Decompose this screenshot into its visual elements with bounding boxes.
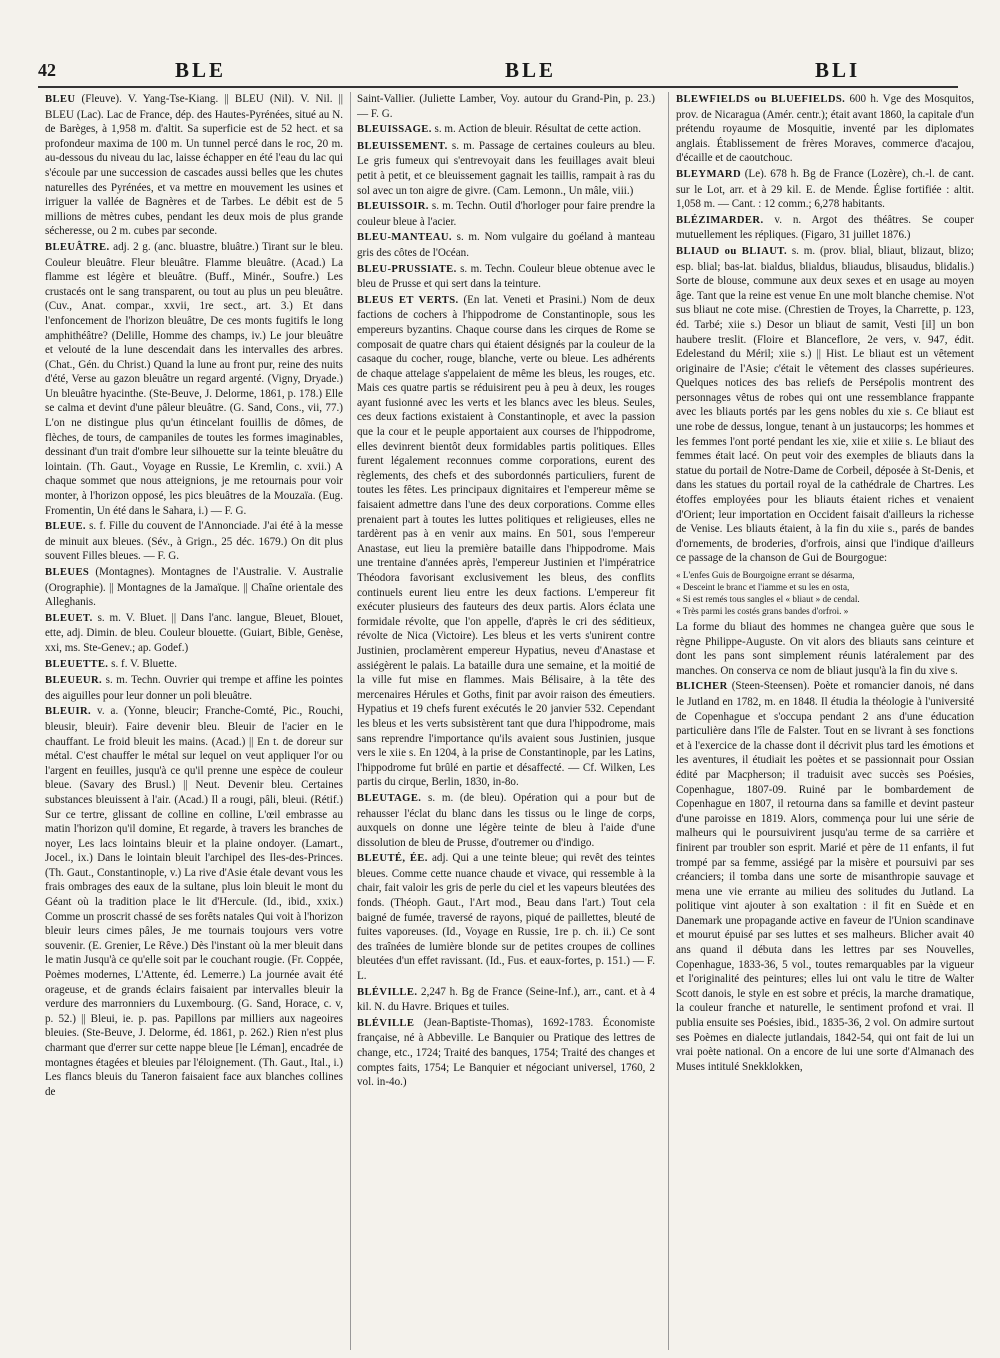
entry-headword: BLEUTÉ, ÉE. bbox=[357, 853, 428, 865]
entry-headword: BLEUET. bbox=[45, 612, 93, 624]
entry-headword: BLEUISSOIR. bbox=[357, 201, 429, 213]
dictionary-entry bbox=[45, 240, 343, 518]
entry-text: (Montagnes). Montagnes de l'Australie. V. Australie (Orographie). || Montagnes de la Jamaïque. || Chaîne orientale des Alleghanis. bbox=[45, 566, 343, 609]
running-head-center: BLE bbox=[505, 58, 557, 82]
quote-line: « Desceint le branc et l'iamme et su les en osta, bbox=[676, 582, 850, 592]
entry-headword: BLÉZIMARDER. bbox=[676, 214, 764, 226]
chanson-quote bbox=[676, 569, 974, 617]
entry-text: v. a. (Yonne, bleucir; Franche-Comté, Pic., Rouchi, bleusir, bleuir). Faire devenir bleu. Bleuir de l'acier en le chauffant. Le froid bleuit les mains. (Acad.) || En t. de doreur sur métal. C'est chauffer le métal sur lequel on veut appliquer l'or ou l'argent en feuilles, jusqu'à ce qu'il prenne une espèce de couleur bleue. (Savary des Brusl.) || Neut. Devenir bleu. Certaines substances bleuissent à l'air. (Acad.) Il a rougi, pâli, bleui. (Rétif.) Sur ce tertre, glissant de colline en colline, L'œil embrasse au matin l'horizon qu'il domine, Et regarde, à travers les branches de noyer, Les lacs lointains bleuir et la plaine ondoyer. (Lamart., Jocel., ix.) Dans le lointain bleuit l'archipel des Iles-des-Princes. (Th. Gaut., Constantinople, v.) La rive d'Asie étale devant vous les frais ombrages des eaux de la sultane, plus loin bleuit le mont du Géant où la tradition place le lit d'Hercule. (Id., ibid., xxix.) Comme un proscrit chassé de ses forêts natales Qui voit à l'horizon bleuir leurs cimes pâles, Je me tournais toujours vers votre souvenir. (E. Grenier, Le Rêve.) Dès l'instant où la mer bleuit dans le matin Jusqu'à ce qu'elle soit par le couchant rougie. (Fr. Coppée, Poèmes modernes, L'Attente, éd. Lemerre.) La journée avait été orageuse, et de grands éclairs faisaient par intervalles bleuir la verdure des marronniers du Luxembourg. (G. Sand, Horace, c. v, p. 52.) || Bleui, ie. p. pas. Papillons par milliers aux nageoires bleuies. (Ste-Beuve, J. Delorme, éd. 1861, p. 262.) Rien n'est plus charmant que d'errer sur cette nappe bleue [le Léman], encadrée de montagnes étagées et bleuies par l'éloignement. (Th. Gaut., Ital., i.) Les flancs bleuis du Taneron faisaient face aux blanches collines de bbox=[45, 705, 343, 1098]
entry-text: s. m. Action de bleuir. Résultat de cette action. bbox=[434, 123, 641, 136]
entry-text: s. m. Techn. Couleur bleue obtenue avec le bleu de Prusse et qui sert dans la teinture. bbox=[357, 262, 655, 291]
entry-text: (Le). 678 h. Bg de France (Lozère), ch.-l. de cant. sur le Lot, arr. et à 29 kil. E. de Mende. Église fortifiée : altit. 1,058 m. — Cant. : 12 comm.; 6,278 habitants. bbox=[676, 167, 974, 211]
dictionary-entry bbox=[357, 139, 655, 198]
dictionary-entry bbox=[357, 791, 655, 850]
column-2 bbox=[357, 92, 655, 1348]
entry-headword: BLÉVILLE. bbox=[357, 986, 418, 998]
entry-headword: BLEUÂTRE. bbox=[45, 241, 110, 253]
dictionary-entry bbox=[357, 851, 655, 983]
entry-headword: BLEYMARD bbox=[676, 168, 741, 180]
dictionary-entry bbox=[357, 92, 655, 121]
quote-line: « L'enfes Guis de Bourgoigne errant se désarma, bbox=[676, 570, 855, 580]
header-rule bbox=[38, 86, 958, 88]
dictionary-entry bbox=[45, 611, 343, 656]
column-3 bbox=[676, 92, 974, 1348]
dictionary-entry bbox=[676, 244, 974, 566]
entry-text: 2,247 h. Bg de France (Seine-Inf.), arr., cant. et à 4 kil. N. du Havre. Briques et tuiles. bbox=[357, 985, 655, 1014]
dictionary-entry bbox=[357, 262, 655, 292]
entry-headword: BLEUTAGE. bbox=[357, 792, 422, 804]
entry-text: s. m. Techn. Outil d'horloger pour faire prendre la couleur bleue à l'acier. bbox=[357, 200, 655, 228]
entry-text: s. m. Nom vulgaire du goéland à manteau gris des côtes de l'Océan. bbox=[357, 231, 655, 259]
dictionary-entry bbox=[676, 620, 974, 678]
entry-text: adj. 2 g. (anc. bluastre, bluâtre.) Tirant sur le bleu. Couleur bleuâtre. Fleur bleuâtre. Flamme bleuâtre. (Acad.) La flamme est légère et bleuâtre. (Buff., Minér., Soufre.) Les crustacés ont le sang transparent, ou tout au plus un peu bleuâtre. (Cuv., Anat. compar., xxvii, 1re sect., art. 3.) Et dans l'enfoncement de l'horizon bleuâtre, De ces monts fugitifs le long amphithéâtre? (Delille, Homme des champs, iv.) Le jour bleuâtre et velouté de la lune descendait dans les intervalles des arbres. (Chat., Gén. du Christ.) Quand la lune au front pur, reine des nuits d'été, Verse au gazon bleuâtre un regard argenté. (Vigny, Dryade.) Un bleuâtre hyacinthe. (Ste-Beuve, J. Delorme, 1861, p. 178.) Elle se calma et devint d'une pâleur bleuâtre. (G. Sand, Cons., vii, 77.) L'on ne distingue plus qu'un étincelant fouillis de dômes, de flèches, de tours, de campaniles de toutes les formes imaginables, dessinant d'un trait d'ombre leur silhouette sur la teinte bleuâtre du lointain. (Th. Gaut., Voyage en Russie, Le Kremlin, c. xvii.) A chaque sommet que nous atteignions, je me retournais pour voir monter, à l'horizon opposé, les pics bleuâtres de la Mouzaïa. (Eug. Fromentin, Un été dans le Sahara, i.) — F. G. bbox=[45, 240, 343, 517]
dictionary-entry bbox=[45, 519, 343, 564]
column-divider-2 bbox=[668, 92, 669, 1350]
dictionary-entry bbox=[45, 657, 343, 673]
dictionary-entry bbox=[676, 92, 974, 166]
entry-headword: BLICHER bbox=[676, 681, 728, 693]
dictionary-entry bbox=[676, 167, 974, 212]
dictionary-entry bbox=[357, 199, 655, 229]
entry-text: v. n. Argot des théâtres. Se couper mutuellement les répliques. (Figaro, 31 juillet 1876.) bbox=[676, 213, 974, 242]
entry-text: adj. Qui a une teinte bleue; qui revêt des teintes bleues. Comme cette nuance chaude et vivace, qui ressemble à la chair, fait valoir les gris de perle du ciel et les vapeurs bleutées des fonds. (Théoph. Gaut., l'Art mod., Beau dans l'art.) Tout cela baigné de fumée, traversé de rayons, piqué de paillettes, bleuté de fuites vaporeuses. (Id., Voyage en Russie, 1re p. ch. ii.) Ce sont des traînées de lumière blonde sur de petites croupes de collines bleutées d'un effet ravissant. (Id., Fus. et eaux-fortes, p. 151.) — F. L. bbox=[357, 852, 655, 983]
entry-headword: BLEWFIELDS ou BLUEFIELDS. bbox=[676, 94, 846, 105]
entry-headword: BLEUE. bbox=[45, 521, 86, 533]
entry-text: s. m. V. Bluet. || Dans l'anc. langue, Bleuet, Blouet, ette, adj. Dimin. de bleu. Couleur blouette. (Guiart, Bible, Genèse, xxi, ms. Ste-Genev.; ap. Godef.) bbox=[45, 611, 343, 654]
dictionary-entry bbox=[357, 1016, 655, 1090]
entry-text: (Fleuve). V. Yang-Tse-Kiang. || BLEU (Nil). V. Nil. || BLEU (Lac). Lac de France, dép. des Hautes-Pyrénées, situé au N. de Barèges, à 1,958 m. d'altit. Sa superficie est de 52 hect. et sa profondeur maxima de 100 m. Un tunnel percé dans le roc, 20 m. au-dessous du niveau du lac, laisse échapper en été l'eau du lac qui s'écoule par une succession de cascades aussi belles que les chutes naturelles des Pyrénées, et va mettre en mouvement les usines et irriguer la vallée de Bagnères et de Tarbes. Le débit est de 5 millions de mètres cubes, pendant les deux mois de plus grande sécheresse, ou 2 m. cubes par seconde. bbox=[45, 93, 343, 238]
entry-headword: BLEUISSAGE. bbox=[357, 124, 432, 136]
entry-text: La forme du bliaut des hommes ne changea guère que sous le règne Philippe-Auguste. On vit alors des bliauts sans ceinture et dont les pans sont simplement réunis latéralement par des manches. On conserva ce nom de bliaut jusqu'à la fin du xive s. bbox=[676, 621, 974, 677]
running-head-right: BLI bbox=[815, 58, 861, 82]
column-divider-1 bbox=[350, 92, 351, 1350]
entry-text: s. f. V. Bluette. bbox=[111, 657, 178, 670]
page-number: 42 bbox=[38, 60, 56, 80]
entry-headword: BLEUEUR. bbox=[45, 675, 103, 687]
dictionary-entry bbox=[45, 673, 343, 703]
entry-headword: BLEUS ET VERTS. bbox=[357, 294, 459, 306]
dictionary-entry bbox=[45, 704, 343, 1099]
column-1 bbox=[45, 92, 343, 1348]
entry-text: s. m. (prov. blial, bliaut, blizaut, blizo; esp. blial; bas-lat. bialdus, blialdus, bliaudus, blisaudus, blidalis.) Sorte de blouse, commune aux deux sexes et en usage au moyen âge. Tant que la reine est venue En une molt blanche chemise. N'ot sus bliaut ne cote mise. (Chrestien de Troyes, la Charrette, p. 123, éd. Tarbé; xiie s.) Desor un bliaut de samit, Vesti [il] un bon haubere treslit. (Floire et Blanceflore, 2e vers, v. 947, édit. Edelestand du Méril; xiie s.) || Hist. Le bliaut est un vêtement originaire de l'Asie; c'était le vêtement des classes supérieures. Quelques notices des bas reliefs de Persépolis montrent des personnages vêtus de robes qui ont une ressemblance frappante avec les bliauts portés par les gens nobles du xie s. Ce bliaut est une robe de dessus, longue, tenant à un justaucorps; les hommes et les femmes l'ont porté pendant les xie, xiie et xiiie s. Le bliaut des femmes était lacé. On peut voir des exemples de bliauts dans la statue du portail de Notre-Dame de Corbeil, déposée à St-Denis, et dans les statues du portail royal de la cathédrale de Chartres. Les étoffes employées pour les bliauts étaient riches et venaient d'Orient; leur importation en Occident faisait d'ailleurs la richesse de Venise. Les bliauts étaient, à la fin du xiie s., parés de bandes d'ornements, de broderies, d'orfrois, ainsi que l'indique d'ailleurs ce passage de la chanson de Gui de Bourgogue: bbox=[676, 244, 974, 565]
dictionary-entry bbox=[45, 565, 343, 610]
entry-headword: BLEUES bbox=[45, 567, 90, 578]
entry-headword: BLEUIR. bbox=[45, 706, 92, 718]
entry-text: (Steen-Steensen). Poète et romancier danois, né dans le Jutland en 1782, m. en 1848. Il étudia la théologie à l'université de Copenhague et s'occupa pendant 2 ans d'une éducation particulière dans l'île de Falster. Tout en se livrant à ses fonctions et à l'exercice de la chasse dont il décrivit plus tard les émotions et les aventures, il étudiait les poètes et se passionnait pour Ossian édité par Macpherson; il traduisit avec succès ses Poésies, Copenhague, 1807-09. Ruiné par le bombardement de Copenhague en 1807, il retourna dans sa famille et devint pasteur d'une paroisse en 1819. Alors, commença pour lui une série de malheurs qui le poursuivirent jusqu'au terme de sa carrière et finirent par troubler son esprit. Marié et père de 11 enfants, il fut trompé par sa femme, assiégé par la misère et poursuivi par ses créanciers; il tomba dans une sorte de misanthropie sauvage et mena une vie errante au milieu des solitudes du Jutland. La politique vint ajouter à son exaltation : il fit en Suède et en Danemark une propagande active en faveur de l'Union scandinave et mourut épuisé par ses luttes et ses malheurs. Blicher avait 40 ans quand il débuta dans les lettres par ses Nouvelles, Copenhague, 1833-36, 5 vol., toutes remarquables par la vigueur et l'originalité des peintures; elles lui ont valu le titre de Walter Scott danois, le style en est sobre et précis, la marche dramatique, la couleur franche et naturelle, le sentiment profond et vrai. Il publia ensuite ses Poésies, ibid., 1835-36, 2 vol. On admire surtout ses Poèmes en dialecte jutlandais, 1842-54, qui ont fait de lui un vrai poète national. On a encore de lui une sorte d'Almanach des Muses intitulé Snekklokken, bbox=[676, 680, 974, 1073]
running-head-left: BLE bbox=[175, 58, 227, 82]
quote-line: « Très parmi les costés grans bandes d'orfroi. » bbox=[676, 606, 849, 616]
column-3-entries-continued bbox=[676, 620, 974, 1074]
entry-text: s. m. (de bleu). Opération qui a pour but de rehausser l'éclat du blanc dans les tissus ou le linge de corps, auxquels on donne une légère teinte de bleu à l'aide d'une dissolution de bleu de Prusse, d'outremer ou d'indigo. bbox=[357, 791, 655, 849]
entry-text: (Jean-Baptiste-Thomas), 1692-1783. Économiste française, né à Abbeville. Le Banquier ou Pratique des lettres de change, etc., 1724; Traité des banques, 1754; Traité des changes et comptes faits, 1754; Le Banquier et négociant universel, 1760, 2 vol. in-4o.) bbox=[357, 1016, 655, 1089]
entry-text: Saint-Vallier. (Juliette Lamber, Voy. autour du Grand-Pin, p. 23.) — F. G. bbox=[357, 93, 655, 120]
entry-headword: BLÉVILLE bbox=[357, 1017, 415, 1029]
entry-text: s. f. Fille du couvent de l'Annonciade. J'ai été à la messe de minuit aux bleues. (Sév., à Grign., 25 déc. 1679.) On dit plus souvent Filles bleues. — F. G. bbox=[45, 520, 343, 563]
column-3-entries bbox=[676, 92, 974, 566]
dictionary-entry bbox=[357, 293, 655, 790]
entry-headword: BLIAUD ou BLIAUT. bbox=[676, 245, 788, 257]
dictionary-entry bbox=[357, 122, 655, 138]
entry-headword: BLEU-PRUSSIATE. bbox=[357, 263, 457, 275]
entry-text: (En lat. Veneti et Prasini.) Nom de deux factions de cochers à l'hippodrome de Constantinople, sous les empereurs byzantins. Chaque course dans les cirques de Rome se composait de quatre chars qui étaient désignés par la couleur de la casaque du cocher, rouge, blanche, verte ou bleue. Les adhérents de chaque attelage s'appelaient de même les bleus, les rouges, etc. Mais ces quatre partis se réduisirent peu à peu à deux, les rouges ayant fusionné avec les verts et les blancs avec les bleus. Seules, ces deux factions existaient à Constantinople, et avec la passion que la cour et le peuple apportaient aux courses de l'hippodrome, elles devinrent bientôt deux formidables partis politiques. Elles furent légalement reconnues comme corporations, eurent des règlements, des chefs et des subordonnés particuliers, furent de toutes les fêtes. Les principaux dignitaires et l'empereur même se faisaient admettre dans l'une des deux corporations. Comme elles prenaient part à toutes les luttes politiques et religieuses, elles ne tardèrent pas à en venir aux mains. En 501, sous l'empereur Anastase, eut lieu la première bataille dans l'hippodrome. Mais une trentaine d'années après, l'empereur Justinien et l'impératrice Théodora favorisant exclusivement les bleus, des conflits continuels eurent lieu entre les deux factions. L'empereur fit exécuter plusieurs des fauteurs des deux partis. Alors éclata une formidale révolte, que l'on appelle, d'après le cri des séditieux, révolte de Nica (Victoire). Les bleus et les verts s'unirent contre Justinien, proclamèrent empereur Hypatius, neveu d'Anastase et assiégèrent le palais. La bataille dura une semaine, et la moitié de la ville fut mise en flammes. Mais Bélisaire, à la tête des mercenaires Hérules et Goths, finit par avoir raison des émeutiers. Hypatius et 19 chefs furent exécutés le 20 janvier 532. Cependant les bleus et les verts subsistèrent tant que dura l'hippodrome, mais sans reprendre l'importance qu'ils avaient sous Justinien, jusque vers le xiie s. En 1204, à la prise de Constantinople, par les Latins, l'hippodrome fut brûlé en partie et désaffecté. — Cf. Wilken, Les partis du cirque, Berlin, 1830, in-8o. bbox=[357, 293, 655, 789]
entry-text: s. m. Techn. Ouvrier qui trempe et affine les pointes des aiguilles pour leur donner un poli bleuâtre. bbox=[45, 674, 343, 702]
dictionary-entry bbox=[357, 985, 655, 1015]
dictionary-entry bbox=[45, 92, 343, 239]
entry-text: 600 h. Vge des Mosquitos, prov. de Nicaragua (Amér. centr.); était avant 1860, la capitale d'un prétendu royaume de Mosquitie, inventé par les diplomates anglais. Établissement de frères Moraves, commerce d'acajou, d'écaille et de caoutchouc. bbox=[676, 93, 974, 165]
dictionary-entry bbox=[357, 230, 655, 260]
entry-headword: BLEUETTE. bbox=[45, 658, 109, 670]
dictionary-entry bbox=[676, 679, 974, 1074]
entry-text: s. m. Passage de certaines couleurs au bleu. Le gris fumeux qui s'entrevoyait dans les feuillages avait bleui petit à petit, et ce bleuissement gagnait les taillis, rampait à ras du sol avec un ton aigre de givre. (Cam. Lemonn., Un mâle, viii.) bbox=[357, 139, 655, 197]
entry-headword: BLEU-MANTEAU. bbox=[357, 232, 452, 244]
entry-headword: BLEUISSEMENT. bbox=[357, 140, 448, 152]
dictionary-entry bbox=[676, 213, 974, 243]
entry-headword: BLEU bbox=[45, 94, 76, 105]
quote-line: « Si est remés tous sangles el « bliaut » de cendal. bbox=[676, 594, 860, 604]
